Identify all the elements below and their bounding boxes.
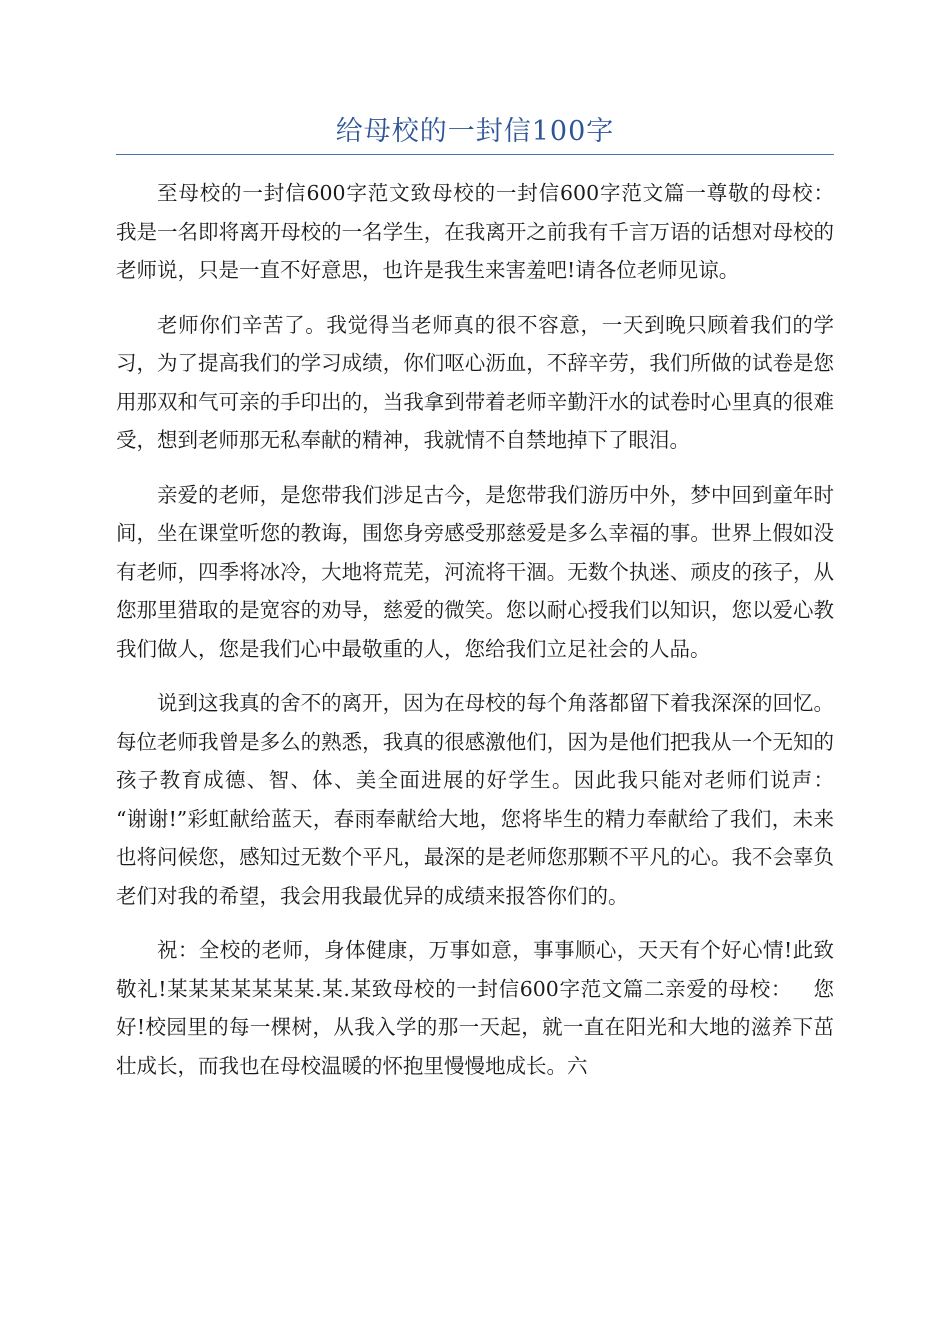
document-title: 给母校的一封信100字 (335, 116, 615, 147)
document-body (116, 174, 861, 1101)
paragraph-3: 亲爱的老师，是您带我们涉足古今，是您带我们游历中外，梦中回到童年时间，坐在课堂听您的教诲，围您身旁感受那慈爱是多么幸福的事。世界上假如没有老师，四季将冰冷，大地将荒芜，河流将干涸。无数个执迷、顽皮的孩子，从您那里猎取的是宽容的劝导，慈爱的微笑。您以耐心授我们以知识，您以爱心教我们做人，您是我们心中最敬重的人，您给我们立足社会的人品。 (116, 482, 834, 661)
title-underline (116, 154, 834, 155)
paragraph-4: 说到这我真的舍不的离开，因为在母校的每个角落都留下着我深深的回忆。每位老师我曾是多么的熟悉，我真的很感激他们，因为是他们把我从一个无知的孩子教育成德、智、体、美全面进展的好学生。因此我只能对老师们说声： “谢谢!”彩虹献给蓝天，春雨奉献给大地，您将毕生的精力奉献给了我们，未来也将问候您，感知过无数个平凡，最深的是老师您那颗不平凡的心。我不会辜负老们对我的希望，我会用我最优异的成绩来报答你们的。 (116, 691, 854, 908)
paragraph-2: 老师你们辛苦了。我觉得当老师真的很不容意，一天到晚只顾着我们的学习，为了提高我们的学习成绩，你们呕心沥血，不辞辛劳，我们所做的试卷是您用那双和气可亲的手印出的，当我拿到带着老师辛勤汗水的试卷时心里真的很难受，想到老师那无私奉献的精神，我就情不自禁地掉下了眼泪。 (116, 312, 834, 452)
paragraph-5: 祝：全校的老师，身体健康，万事如意，事事顺心，天天有个好心情!此致敬礼!某某某某某某某.某.某致母校的一封信600字范文篇二亲爱的母校： 您好!校园里的每一棵树，从我入学的那一天起，就一直在阳光和大地的滋养下茁壮成长，而我也在母校温暖的怀抱里慢慢地成长。六 (116, 938, 834, 1078)
paragraph-1: 至母校的一封信600字范文致母校的一封信600字范文篇一尊敬的母校： 我是一名即将离开母校的一名学生，在我离开之前我有千言万语的话想对母校的老师说，只是一直不好意思，也许是我生来害羞吧!请各位老师见谅。 (116, 181, 861, 282)
